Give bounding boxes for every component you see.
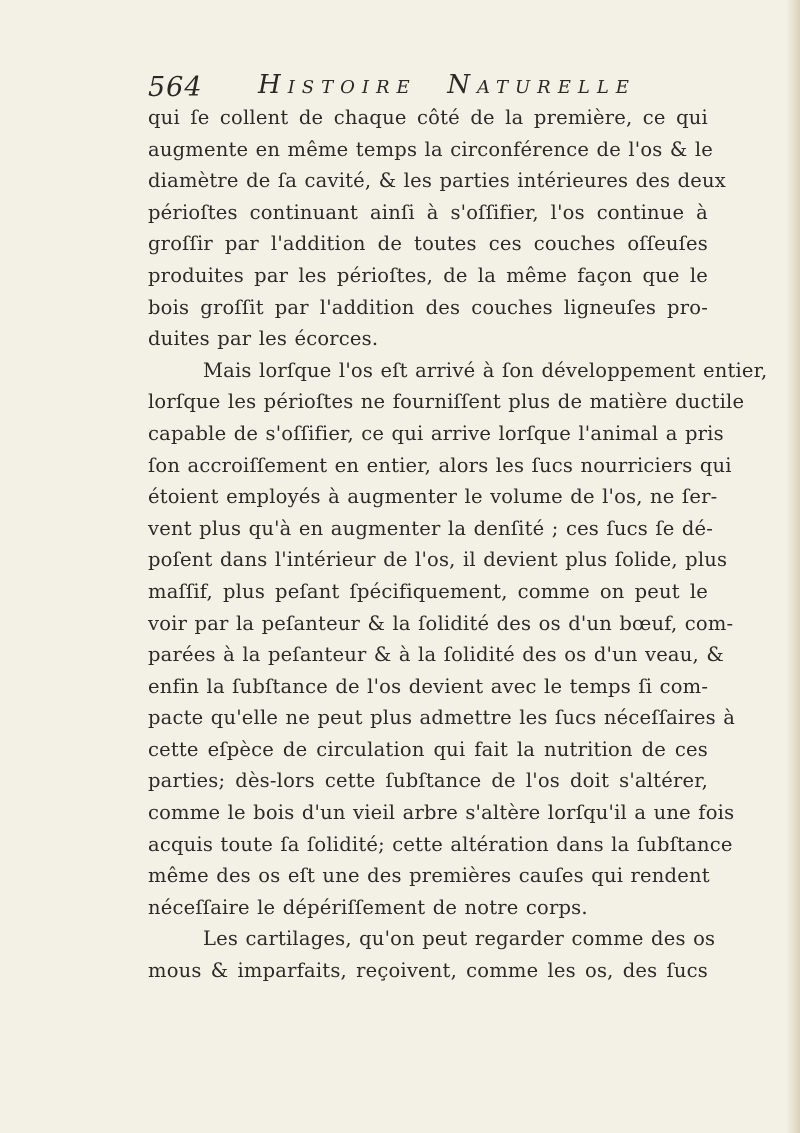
title-rest-2: ATURELLE xyxy=(476,77,636,98)
title-initial-1: H xyxy=(258,70,288,100)
text-line: duites par les écorces. xyxy=(148,327,379,351)
text-line: cette eſpèce de circulation qui fait la nutrition de ces xyxy=(148,737,708,761)
text-line: ſon accroiſſement en entier, alors les ſucs nourriciers qui xyxy=(148,453,732,477)
title-initial-2: N xyxy=(447,70,477,100)
text-line: acquis toute ſa ſolidité; cette altération dans la ſubſtance xyxy=(148,832,733,856)
text-line: lorſque les périoſtes ne fourniſſent plus de matière ductile xyxy=(148,390,745,414)
text-line: étoient employés à augmenter le volume de l'os, ne ſer- xyxy=(148,485,718,509)
text-line: Mais lorſque l'os eſt arrivé à ſon développement entier, xyxy=(203,358,768,382)
text-line: pacte qu'elle ne peut plus admettre les ſucs néceſſaires à xyxy=(148,706,736,730)
text-line: produites par les périoſtes, de la même façon que le xyxy=(148,263,708,287)
text-line: poſent dans l'intérieur de l'os, il devient plus ſolide, plus xyxy=(148,548,728,572)
text-line: néceſſaire le dépériſſement de notre corps. xyxy=(148,895,588,919)
running-header xyxy=(148,70,708,106)
text-line: bois groſſit par l'addition des couches ligneuſes pro- xyxy=(148,295,708,319)
text-line: Les cartilages, qu'on peut regarder comme des os xyxy=(203,927,716,951)
text-line: périoſtes continuant ainſi à s'oſſifier, l'os continue à xyxy=(148,200,708,224)
text-line: augmente en même temps la circonférence de l'os & le xyxy=(148,137,714,161)
text-line: voir par la peſanteur & la ſolidité des os d'un bœuf, com- xyxy=(148,611,734,635)
text-line: parties; dès-lors cette ſubſtance de l'os doit s'altérer, xyxy=(148,769,708,793)
page-number: 564 xyxy=(148,72,203,103)
title-rest-1: ISTOIRE xyxy=(287,77,417,98)
text-line: parées à la peſanteur & à la ſolidité des os d'un veau, & xyxy=(148,643,724,667)
running-title xyxy=(258,70,636,100)
text-line: vent plus qu'à en augmenter la denſité ; ces ſucs ſe dé- xyxy=(148,516,714,540)
text-line: comme le bois d'un vieil arbre s'altère lorſqu'il a une fois xyxy=(148,801,735,825)
text-line: enfin la ſubſtance de l'os devient avec le temps ſi com- xyxy=(148,674,709,698)
body-text xyxy=(148,102,768,987)
text-line: capable de s'oſſifier, ce qui arrive lorſque l'animal a pris xyxy=(148,421,724,445)
page-edge-shadow xyxy=(786,0,800,1133)
text-line: même des os eſt une des premières cauſes qui rendent xyxy=(148,864,710,888)
text-line: qui ſe collent de chaque côté de la première, ce qui xyxy=(148,106,708,129)
text-line: diamètre de ſa cavité, & les parties intérieures des deux xyxy=(148,169,726,193)
text-line: groſſir par l'addition de toutes ces couches oſſeuſes xyxy=(148,232,708,256)
text-line: mous & imparfaits, reçoivent, comme les os, des ſucs xyxy=(148,959,708,983)
text-line: maſſif, plus peſant ſpécifiquement, comme on peut le xyxy=(148,579,708,603)
